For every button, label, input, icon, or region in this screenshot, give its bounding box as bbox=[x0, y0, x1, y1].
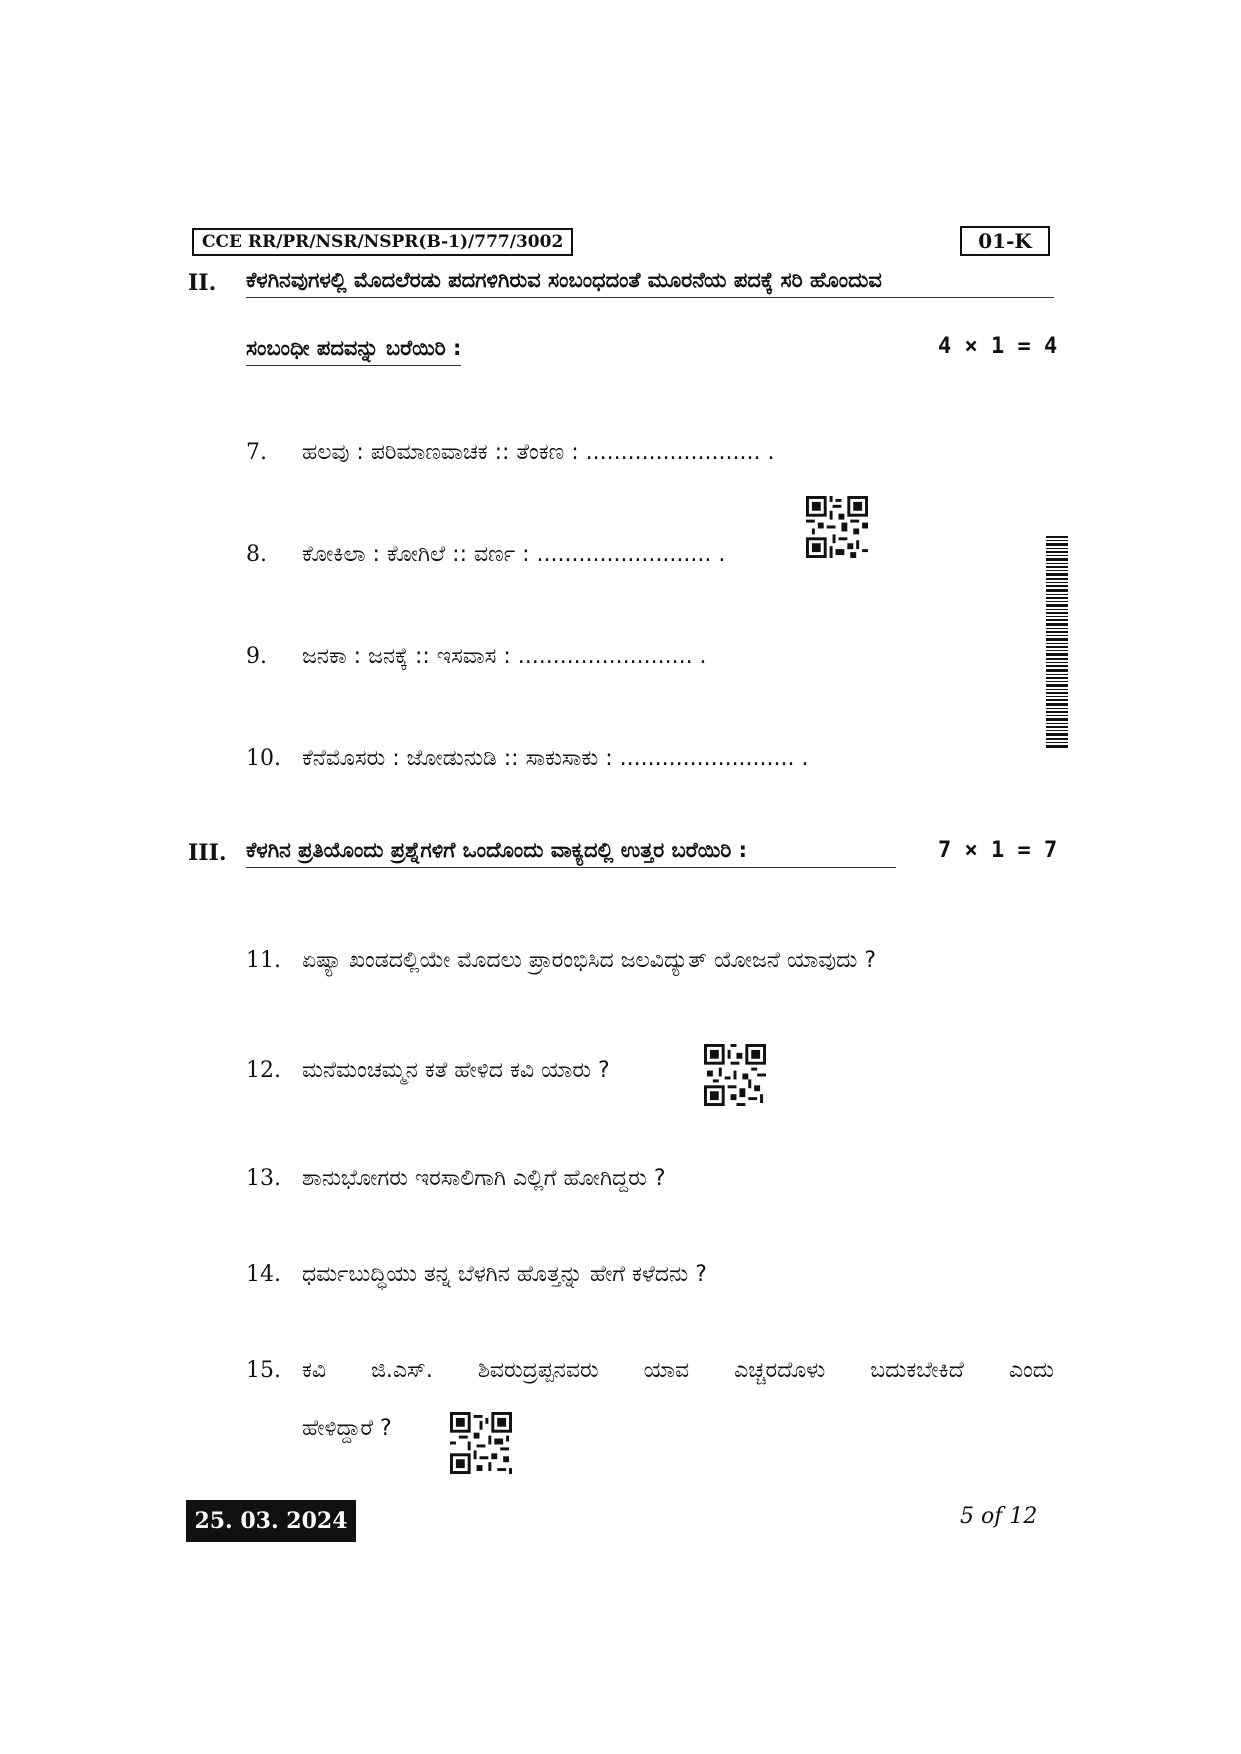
question-text: ಜನಕಾ : ಜನಕ್ಕೆ :: ಇಸವಾಸ : ......................... . bbox=[302, 644, 707, 669]
question-number: 8. bbox=[246, 542, 267, 567]
question-text: ಕೋಕಿಲಾ : ಕೋಗಿಲೆ :: ವರ್ಣ : ......................... . bbox=[302, 542, 726, 567]
question-text: ಏಷ್ಯಾ ಖಂಡದಲ್ಲಿಯೇ ಮೊದಲು ಪ್ರಾರಂಭಿಸಿದ ಜಲವಿದ್ಯುತ್ ಯೋಜನೆ ಯಾವುದು ? bbox=[302, 948, 877, 973]
version-code: 01-K bbox=[960, 226, 1050, 256]
question-number: 14. bbox=[246, 1262, 281, 1287]
section-ii-instruction-line1: ಕೆಳಗಿನವುಗಳಲ್ಲಿ ಮೊದಲೆರಡು ಪದಗಳಿಗಿರುವ ಸಂಬಂಧದಂತೆ ಮೂರನೆಯ ಪದಕ್ಕೆ ಸರಿ ಹೊಂದುವ bbox=[246, 268, 1054, 298]
qr-code-icon bbox=[450, 1412, 512, 1474]
question-text: ಮನೆಮಂಚಮ್ಮನ ಕತೆ ಹೇಳಿದ ಕವಿ ಯಾರು ? bbox=[302, 1058, 610, 1083]
exam-date: 25. 03. 2024 bbox=[186, 1500, 356, 1542]
question-text: ಕೆನೆಮೊಸರು : ಜೋಡುನುಡಿ :: ಸಾಕುಸಾಕು : ......................... . bbox=[302, 746, 809, 771]
question-number: 11. bbox=[246, 948, 281, 973]
question-text: ಹಲವು : ಪರಿಮಾಣವಾಚಕ :: ತೆಂಕಣ : ......................... . bbox=[302, 440, 775, 465]
paper-code: CCE RR/PR/NSR/NSPR(B-1)/777/3002 bbox=[192, 228, 573, 256]
question-number: 15. bbox=[246, 1358, 281, 1383]
section-ii-number: II. bbox=[188, 270, 217, 296]
question-text: ಶಾನುಭೋಗರು ಇರಸಾಲಿಗಾಗಿ ಎಲ್ಲಿಗೆ ಹೋಗಿದ್ದರು ? bbox=[302, 1166, 666, 1191]
section-iii-number: III. bbox=[188, 840, 227, 866]
page-number: 5 of 12 bbox=[960, 1504, 1038, 1529]
question-text-continued: ಹೇಳಿದ್ದಾರೆ ? bbox=[302, 1416, 392, 1441]
question-number: 13. bbox=[246, 1166, 281, 1191]
qr-code-icon bbox=[806, 496, 868, 558]
barcode-icon bbox=[1046, 536, 1068, 748]
question-number: 7. bbox=[246, 440, 267, 465]
section-ii-instruction-line2: ಸಂಬಂಧೀ ಪದವನ್ನು ಬರೆಯಿರಿ : bbox=[246, 336, 461, 366]
question-text: ಧರ್ಮಬುದ್ಧಿಯು ತನ್ನ ಬೆಳಗಿನ ಹೊತ್ತನ್ನು ಹೇಗೆ ಕಳೆದನು ? bbox=[302, 1262, 707, 1287]
question-number: 10. bbox=[246, 746, 281, 771]
question-number: 12. bbox=[246, 1058, 281, 1083]
qr-code-icon bbox=[704, 1044, 766, 1106]
question-text: ಕವಿ ಜಿ.ಎಸ್. ಶಿವರುದ್ರಪ್ಪನವರು ಯಾವ ಎಚ್ಚರದೊಳು ಬದುಕಬೇಕಿದೆ ಎಂದು bbox=[302, 1358, 1054, 1383]
section-ii-marks: 4 × 1 = 4 bbox=[938, 334, 1058, 359]
section-iii-marks: 7 × 1 = 7 bbox=[938, 838, 1058, 863]
question-number: 9. bbox=[246, 644, 267, 669]
section-iii-instruction: ಕೆಳಗಿನ ಪ್ರತಿಯೊಂದು ಪ್ರಶ್ನೆಗಳಿಗೆ ಒಂದೊಂದು ವಾಕ್ಯದಲ್ಲಿ ಉತ್ತರ ಬರೆಯಿರಿ : bbox=[246, 838, 896, 868]
